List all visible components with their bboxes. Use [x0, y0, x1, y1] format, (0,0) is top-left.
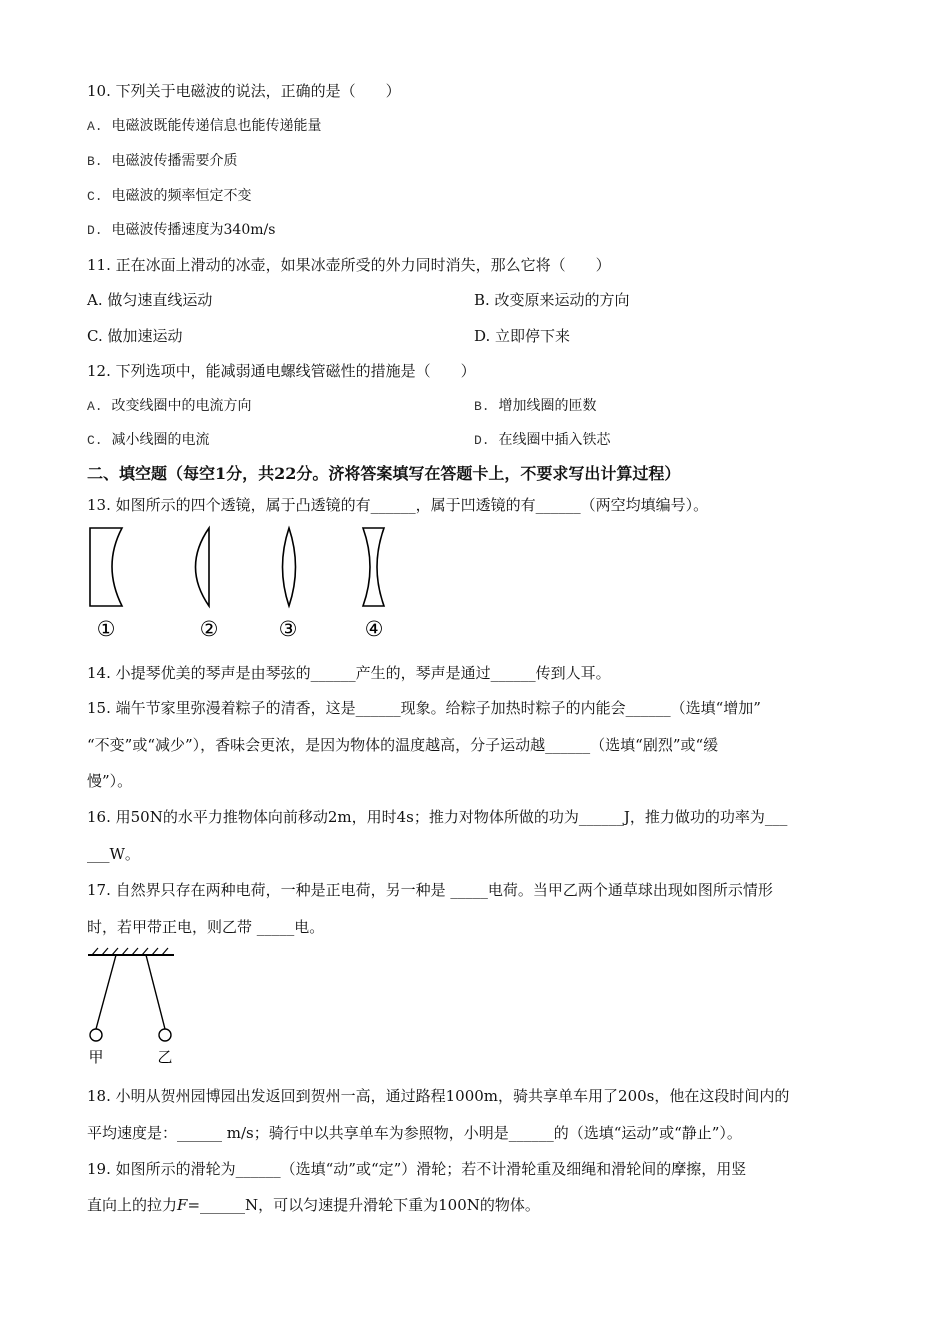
q12-option-d	[474, 430, 611, 451]
option-text: 在线圈中插入铁芯	[498, 432, 611, 448]
option-text: 电磁波传播需要介质	[111, 153, 238, 169]
q14-stem: 14. 小提琴优美的琴声是由琴弦的______产生的，琴声是通过______传到人耳。	[87, 664, 611, 682]
q18-line-2: 平均速度是：______ m/s；骑行中以共享单车为参照物，小明是______的（选填“运动”或“静止”）。	[87, 1124, 742, 1142]
option-key: A.	[87, 399, 103, 414]
lens-figure	[80, 522, 410, 647]
q18-line-1: 18. 小明从贺州园博园出发返回到贺州一高，通过路程1000m，骑共享单车用了200s，他在这段时间内的	[87, 1087, 790, 1105]
q15-line-2: “不变”或“减少”），香味会更浓，是因为物体的温度越高，分子运动越______（选填“剧烈”或“缓	[87, 736, 719, 754]
q10-option-c	[87, 186, 252, 207]
option-text: 电磁波传播速度为340m/s	[111, 222, 276, 238]
q16-line-2: ___W。	[87, 845, 140, 863]
ball-label-jia: 甲	[88, 1048, 104, 1066]
ball-yi	[159, 1029, 171, 1041]
q11-option-a: A. 做匀速直线运动	[87, 291, 213, 309]
option-key: B.	[474, 399, 490, 414]
option-key: D.	[474, 433, 490, 448]
q10-option-d	[87, 220, 275, 241]
q11-option-d: D. 立即停下来	[474, 327, 571, 345]
option-text: 增加线圈的匝数	[498, 398, 597, 414]
option-text: 改变线圈中的电流方向	[111, 398, 252, 414]
option-text: 电磁波既能传递信息也能传递能量	[111, 118, 322, 134]
option-key: A.	[87, 119, 103, 134]
thread-jia	[96, 955, 116, 1029]
q19-line-2-pre: 直向上的拉力	[87, 1196, 178, 1214]
q19-line-2	[87, 1195, 540, 1215]
q10-option-b	[87, 151, 238, 172]
q17-line-1: 17. 自然界只存在两种电荷，一种是正电荷，另一种是 _____电荷。当甲乙两个通草球出现如图所示情形	[87, 881, 773, 899]
q11-option-c: C. 做加速运动	[87, 327, 183, 345]
q15-line-1: 15. 端午节家里弥漫着粽子的清香，这是______现象。给粽子加热时粽子的内能会______（选填“增加”	[87, 699, 761, 717]
q12-stem: 12. 下列选项中，能减弱通电螺线管磁性的措施是（ ）	[87, 362, 476, 380]
option-key: C.	[87, 189, 103, 204]
lens-label-1: ①	[96, 617, 116, 641]
section-heading: 二、填空题（每空1分，共22分。济将答案填写在答题卡上，不要求写出计算过程）	[87, 464, 681, 483]
option-key: C.	[87, 433, 103, 448]
lens-3-shape	[283, 528, 296, 606]
lens-2-shape	[196, 528, 210, 606]
q19-line-2-post: =______N，可以匀速提升滑轮下重为100N的物体。	[187, 1196, 540, 1214]
thread-yi	[146, 955, 165, 1029]
option-key: B.	[87, 154, 103, 169]
q13-stem: 13. 如图所示的四个透镜，属于凸透镜的有______，属于凹透镜的有______（两空均填编号）。	[87, 496, 709, 514]
pith-ball-figure	[84, 946, 184, 1070]
option-text: 电磁波的频率恒定不变	[111, 188, 252, 204]
q12-option-b	[474, 396, 597, 417]
lens-label-2: ②	[199, 617, 219, 641]
q12-option-c	[87, 430, 210, 451]
q19-line-1: 19. 如图所示的滑轮为______（选填“动”或“定”）滑轮；若不计滑轮重及细绳和滑轮间的摩擦，用竖	[87, 1160, 747, 1178]
q11-stem: 11. 正在冰面上滑动的冰壶，如果冰壶所受的外力同时消失，那么它将（ ）	[87, 256, 611, 274]
option-text: 减小线圈的电流	[111, 432, 210, 448]
q10-stem: 10. 下列关于电磁波的说法，正确的是（ ）	[87, 82, 401, 100]
ball-jia	[90, 1029, 102, 1041]
q16-line-1: 16. 用50N的水平力推物体向前移动2m，用时4s；推力对物体所做的功为______J，推力做功的功率为___	[87, 808, 788, 826]
option-key: D.	[87, 223, 103, 238]
ceiling-hatching	[92, 948, 168, 955]
q10-option-a	[87, 116, 322, 137]
lens-4-shape	[363, 528, 384, 606]
lens-1-shape	[90, 528, 122, 606]
lens-label-4: ④	[364, 617, 384, 641]
lens-label-3: ③	[278, 617, 298, 641]
force-variable: F	[177, 1196, 188, 1214]
q17-line-2: 时，若甲带正电，则乙带 _____电。	[87, 918, 325, 936]
q12-option-a	[87, 396, 252, 417]
ball-label-yi: 乙	[157, 1048, 173, 1066]
q15-line-3: 慢”）。	[87, 772, 133, 790]
q11-option-b: B. 改变原来运动的方向	[474, 291, 630, 309]
